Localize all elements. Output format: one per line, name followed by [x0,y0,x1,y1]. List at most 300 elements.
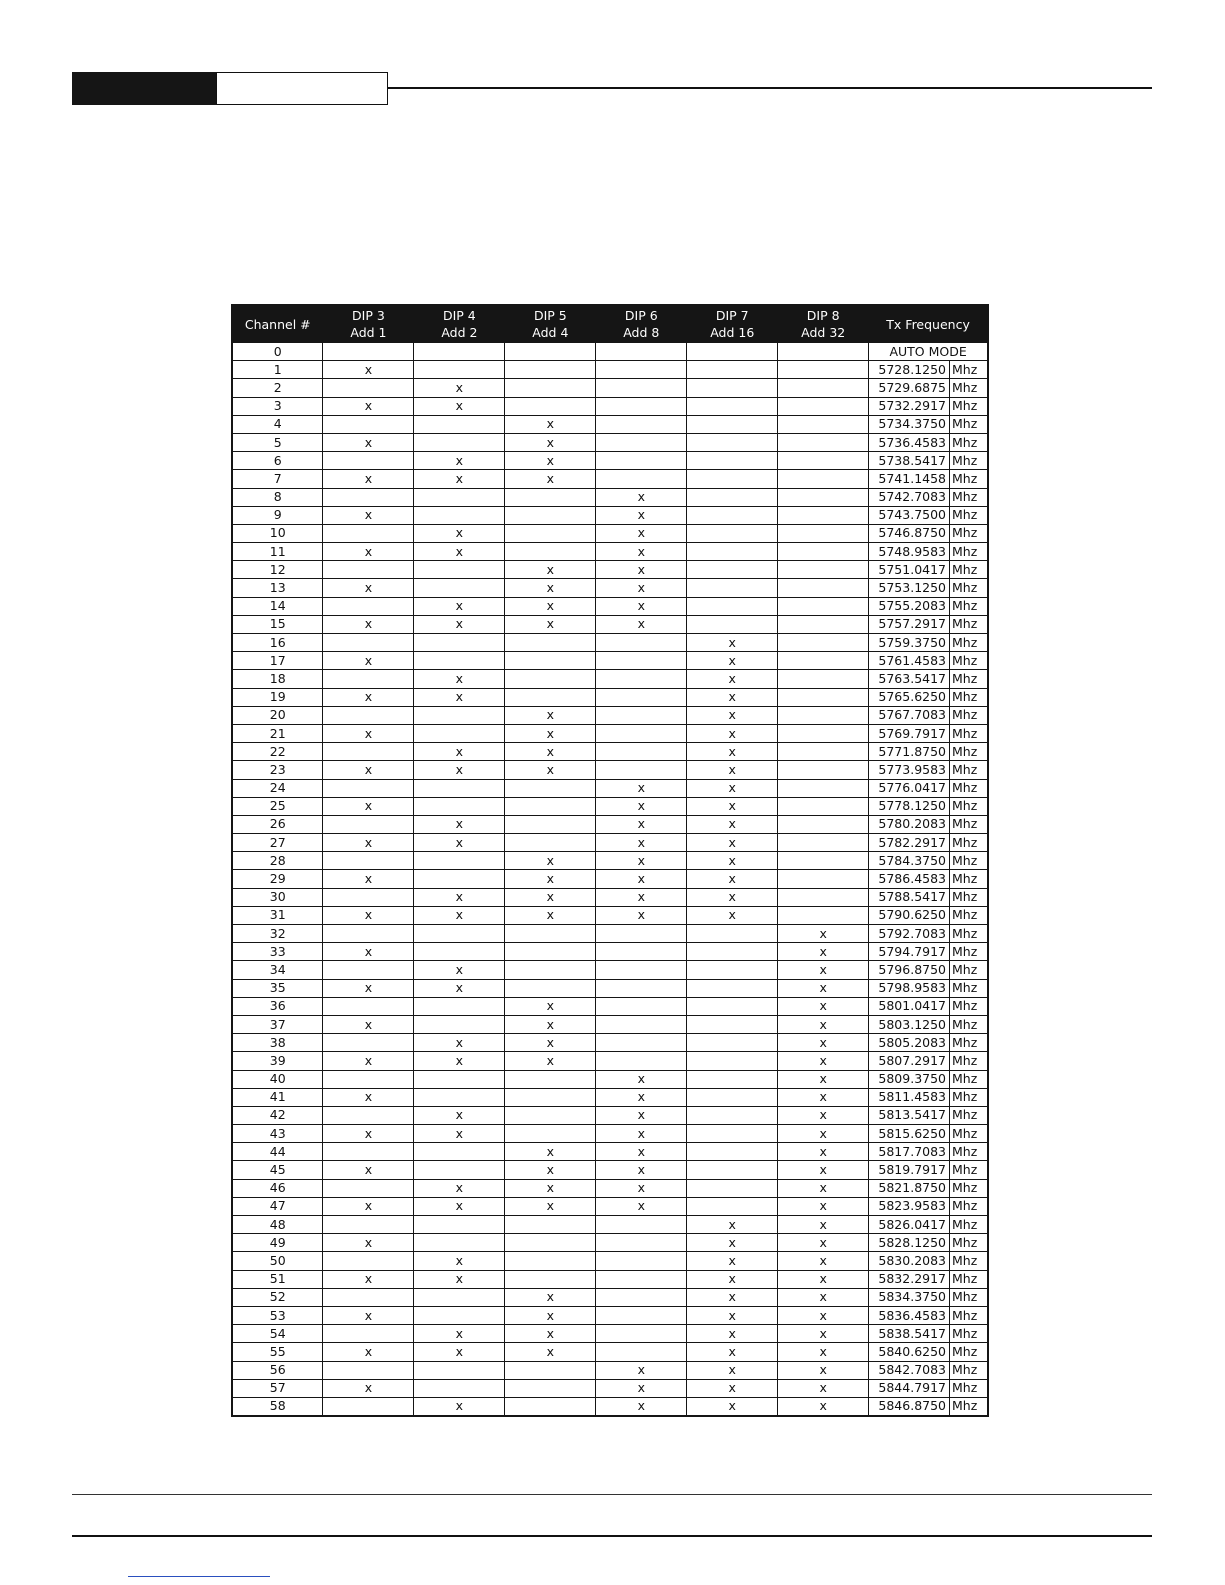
dip-cell [778,579,869,597]
dip-cell: x [596,524,687,542]
unit-cell: Mhz [950,397,988,415]
dip-cell [505,1234,596,1252]
dip-cell [323,706,414,724]
table-row [232,761,988,779]
dip-cell: x [687,1379,778,1397]
channel-cell: 34 [232,961,323,979]
dip-cell [323,1216,414,1234]
table-row [232,1143,988,1161]
dip-cell: x [414,397,505,415]
frequency-cell: 5819.7917 [869,1161,950,1179]
dip-cell: x [414,543,505,561]
unit-cell: Mhz [950,634,988,652]
frequency-cell: 5734.3750 [869,415,950,433]
channel-cell: 25 [232,797,323,815]
dip-cell [687,1015,778,1033]
dip-cell [323,670,414,688]
dip-cell: x [687,1306,778,1324]
dip-cell: x [505,1179,596,1197]
dip-cell [778,906,869,924]
unit-cell: Mhz [950,1179,988,1197]
dip-cell: x [323,579,414,597]
channel-cell: 6 [232,452,323,470]
unit-cell: Mhz [950,1379,988,1397]
dip-cell [505,943,596,961]
channel-cell: 12 [232,561,323,579]
unit-cell: Mhz [950,906,988,924]
dip-cell [505,1125,596,1143]
channel-cell: 11 [232,543,323,561]
table-row [232,888,988,906]
table-row [232,670,988,688]
frequency-cell: 5748.9583 [869,543,950,561]
dip-cell [687,361,778,379]
dip-cell: x [778,943,869,961]
dip-cell [778,452,869,470]
channel-cell: 21 [232,724,323,742]
frequency-cell: 5780.2083 [869,815,950,833]
dip-cell [687,433,778,451]
dip-cell [323,597,414,615]
table-row [232,597,988,615]
dip-cell [596,1015,687,1033]
unit-cell: Mhz [950,724,988,742]
dip-cell [505,925,596,943]
dip-cell: x [778,1052,869,1070]
dip-cell: x [323,615,414,633]
unit-cell: Mhz [950,597,988,615]
table-row [232,1252,988,1270]
dip-cell [687,1106,778,1124]
channel-cell: 52 [232,1288,323,1306]
dip-cell [505,524,596,542]
unit-cell: Mhz [950,379,988,397]
dip-cell [596,361,687,379]
table-row [232,524,988,542]
dip-cell [323,1288,414,1306]
dip-cell: x [505,870,596,888]
dip-cell: x [414,1252,505,1270]
dip-cell: x [687,761,778,779]
dip-cell [778,561,869,579]
unit-cell: Mhz [950,1216,988,1234]
dip-cell: x [505,724,596,742]
header-dip3: DIP 3 Add 1 [323,305,414,343]
unit-cell: Mhz [950,888,988,906]
dip-cell: x [414,1397,505,1416]
dip-cell: x [596,1088,687,1106]
frequency-cell: 5763.5417 [869,670,950,688]
dip-cell: x [596,1125,687,1143]
dip-cell: x [778,1034,869,1052]
dip-cell [687,1125,778,1143]
dip-cell [505,652,596,670]
table-row [232,634,988,652]
frequency-cell: 5786.4583 [869,870,950,888]
dip-cell [414,706,505,724]
dip-cell: x [778,925,869,943]
dip-cell [414,506,505,524]
dip-cell: x [596,834,687,852]
dip-cell: x [323,870,414,888]
dip-cell: x [323,906,414,924]
dip-cell [323,997,414,1015]
dip-cell [414,997,505,1015]
dip-cell [323,561,414,579]
dip-cell [687,470,778,488]
dip-cell: x [687,797,778,815]
dip-cell [687,1070,778,1088]
dip-cell [596,1270,687,1288]
unit-cell: Mhz [950,1125,988,1143]
table-row [232,543,988,561]
dip-cell [414,488,505,506]
frequency-cell: 5807.2917 [869,1052,950,1070]
dip-cell [323,888,414,906]
dip-cell: x [778,1234,869,1252]
table-row [232,1234,988,1252]
dip-cell: x [687,706,778,724]
unit-cell: Mhz [950,961,988,979]
unit-cell: Mhz [950,779,988,797]
header-channel: Channel # [232,305,323,343]
dip-cell: x [778,1125,869,1143]
channel-cell: 14 [232,597,323,615]
frequency-cell: 5813.5417 [869,1106,950,1124]
frequency-cell: 5771.8750 [869,743,950,761]
dip-cell [778,615,869,633]
dip-cell: x [596,852,687,870]
frequency-cell: 5794.7917 [869,943,950,961]
dip-cell [778,706,869,724]
frequency-cell: 5741.1458 [869,470,950,488]
dip-cell [414,779,505,797]
channel-cell: 50 [232,1252,323,1270]
dip-cell: x [414,1034,505,1052]
channel-cell: 23 [232,761,323,779]
table-row [232,379,988,397]
dip-cell [414,433,505,451]
dip-cell [778,724,869,742]
unit-cell: Mhz [950,997,988,1015]
channel-cell: 45 [232,1161,323,1179]
dip-cell [505,670,596,688]
table-row [232,943,988,961]
dip-cell: x [778,1306,869,1324]
dip-cell [596,724,687,742]
channel-cell: 51 [232,1270,323,1288]
channel-cell: 16 [232,634,323,652]
frequency-cell: 5796.8750 [869,961,950,979]
frequency-cell: 5811.4583 [869,1088,950,1106]
dip-cell: x [505,1034,596,1052]
dip-cell: x [596,579,687,597]
dip-cell [596,470,687,488]
dip-cell: x [687,634,778,652]
dip-cell: x [505,888,596,906]
dip-cell [505,506,596,524]
dip-cell: x [596,815,687,833]
frequency-cell: 5773.9583 [869,761,950,779]
dip-cell: x [323,1197,414,1215]
channel-cell: 3 [232,397,323,415]
unit-cell: Mhz [950,506,988,524]
dip-cell: x [505,1143,596,1161]
dip-cell [687,1161,778,1179]
dip-cell: x [323,1306,414,1324]
table-row [232,506,988,524]
footer-rule-bottom [72,1535,1152,1537]
dip-cell: x [414,961,505,979]
dip-cell: x [778,1197,869,1215]
dip-cell: x [323,1088,414,1106]
dip-cell [505,688,596,706]
channel-cell: 7 [232,470,323,488]
table-row [232,488,988,506]
channel-cell: 54 [232,1325,323,1343]
frequency-cell: 5828.1250 [869,1234,950,1252]
dip-cell [414,415,505,433]
unit-cell: Mhz [950,615,988,633]
dip-cell [596,433,687,451]
dip-cell: x [505,561,596,579]
dip-cell [505,397,596,415]
dip-cell: x [778,1106,869,1124]
dip-cell [687,979,778,997]
unit-cell: Mhz [950,1070,988,1088]
unit-cell: Mhz [950,815,988,833]
dip-cell: x [323,1343,414,1361]
unit-cell: Mhz [950,670,988,688]
dip-cell [778,815,869,833]
auto-mode-cell: AUTO MODE [869,343,988,361]
dip-cell: x [414,1197,505,1215]
dip-cell [414,1088,505,1106]
unit-cell: Mhz [950,1270,988,1288]
unit-cell: Mhz [950,1052,988,1070]
table-row [232,1379,988,1397]
dip-cell [778,379,869,397]
channel-cell: 32 [232,925,323,943]
table-row [232,1088,988,1106]
unit-cell: Mhz [950,979,988,997]
dip-cell: x [323,1015,414,1033]
dip-cell [596,670,687,688]
frequency-cell: 5755.2083 [869,597,950,615]
unit-cell: Mhz [950,361,988,379]
dip-cell: x [323,1125,414,1143]
dip-cell: x [505,1015,596,1033]
dip-cell [687,397,778,415]
dip-cell [778,870,869,888]
dip-cell: x [323,1270,414,1288]
unit-cell: Mhz [950,415,988,433]
channel-cell: 42 [232,1106,323,1124]
dip-cell [778,415,869,433]
dip-cell: x [778,1179,869,1197]
dip-cell [505,1252,596,1270]
channel-cell: 17 [232,652,323,670]
dip-cell: x [778,1161,869,1179]
dip-cell [414,943,505,961]
dip-cell [778,634,869,652]
dip-cell [414,1015,505,1033]
dip-cell: x [505,415,596,433]
dip-cell: x [414,1106,505,1124]
channel-cell: 26 [232,815,323,833]
channel-cell: 39 [232,1052,323,1070]
dip-cell: x [414,1052,505,1070]
dip-cell: x [323,652,414,670]
unit-cell: Mhz [950,1288,988,1306]
frequency-cell: 5769.7917 [869,724,950,742]
header-tx-frequency: Tx Frequency [869,305,988,343]
unit-cell: Mhz [950,543,988,561]
table-row [232,925,988,943]
unit-cell: Mhz [950,706,988,724]
header-dip7: DIP 7 Add 16 [687,305,778,343]
dip-cell [414,1070,505,1088]
dip-cell [505,961,596,979]
table-row [232,615,988,633]
channel-cell: 37 [232,1015,323,1033]
dip-cell: x [323,797,414,815]
channel-cell: 49 [232,1234,323,1252]
dip-cell [596,415,687,433]
dip-cell: x [687,1397,778,1416]
frequency-cell: 5815.6250 [869,1125,950,1143]
dip-cell: x [596,870,687,888]
header-dip5: DIP 5 Add 4 [505,305,596,343]
dip-cell: x [505,906,596,924]
dip-cell [323,1325,414,1343]
dip-cell [414,724,505,742]
table-row [232,724,988,742]
table-row [232,1325,988,1343]
dip-cell: x [687,779,778,797]
dip-cell: x [505,761,596,779]
dip-cell: x [505,743,596,761]
dip-cell [323,488,414,506]
dip-cell: x [778,1288,869,1306]
dip-cell [505,779,596,797]
table-row [232,688,988,706]
dip-cell [323,1361,414,1379]
dip-cell: x [596,1379,687,1397]
dip-cell: x [596,1143,687,1161]
dip-cell: x [596,1179,687,1197]
dip-cell [596,743,687,761]
dip-cell [596,688,687,706]
dip-cell [778,506,869,524]
channel-cell: 31 [232,906,323,924]
dip-cell: x [687,652,778,670]
dip-cell [778,361,869,379]
dip-cell: x [596,1397,687,1416]
dip-cell: x [323,543,414,561]
frequency-cell: 5823.9583 [869,1197,950,1215]
footer-link-underline[interactable] [128,1576,270,1577]
frequency-cell: 5842.7083 [869,1361,950,1379]
table-row [232,815,988,833]
table-row [232,652,988,670]
dip-cell [778,670,869,688]
frequency-cell: 5834.3750 [869,1288,950,1306]
dip-cell [414,1216,505,1234]
dip-cell [596,706,687,724]
table-row [232,415,988,433]
dip-cell: x [505,579,596,597]
dip-cell [414,634,505,652]
channel-cell: 48 [232,1216,323,1234]
dip-cell: x [414,888,505,906]
dip-cell: x [596,597,687,615]
frequency-cell: 5753.1250 [869,579,950,597]
dip-cell [414,343,505,361]
dip-cell [505,1106,596,1124]
table-row [232,1179,988,1197]
dip-cell [596,761,687,779]
dip-cell [687,925,778,943]
frequency-cell: 5792.7083 [869,925,950,943]
dip-cell [778,834,869,852]
dip-cell: x [505,433,596,451]
table-row [232,1361,988,1379]
dip-cell: x [323,1234,414,1252]
dip-cell [596,1325,687,1343]
frequency-cell: 5826.0417 [869,1216,950,1234]
dip-cell [687,579,778,597]
dip-cell [687,488,778,506]
channel-cell: 13 [232,579,323,597]
frequency-cell: 5784.3750 [869,852,950,870]
dip-cell: x [323,1161,414,1179]
dip-cell: x [687,1343,778,1361]
dip-cell: x [596,888,687,906]
dip-cell [687,561,778,579]
dip-cell: x [323,1379,414,1397]
table-row [232,1015,988,1033]
frequency-cell: 5809.3750 [869,1070,950,1088]
dip-cell [687,543,778,561]
footer-rule-top [72,1494,1152,1495]
dip-cell: x [687,1361,778,1379]
table-row [232,743,988,761]
dip-cell [323,1106,414,1124]
unit-cell: Mhz [950,1361,988,1379]
dip-cell [687,1088,778,1106]
unit-cell: Mhz [950,1234,988,1252]
dip-cell [414,561,505,579]
dip-cell: x [778,1361,869,1379]
dip-cell [505,834,596,852]
dip-cell: x [596,779,687,797]
dip-cell: x [778,1088,869,1106]
frequency-cell: 5790.6250 [869,906,950,924]
table-row [232,706,988,724]
dip-cell [323,1070,414,1088]
channel-cell: 15 [232,615,323,633]
dip-cell [596,961,687,979]
dip-cell: x [414,670,505,688]
frequency-cell: 5778.1250 [869,797,950,815]
dip-cell [778,543,869,561]
dip-cell: x [414,1325,505,1343]
dip-cell: x [778,1379,869,1397]
header-dip6: DIP 6 Add 8 [596,305,687,343]
dip-cell: x [414,1343,505,1361]
header-dip8: DIP 8 Add 32 [778,305,869,343]
